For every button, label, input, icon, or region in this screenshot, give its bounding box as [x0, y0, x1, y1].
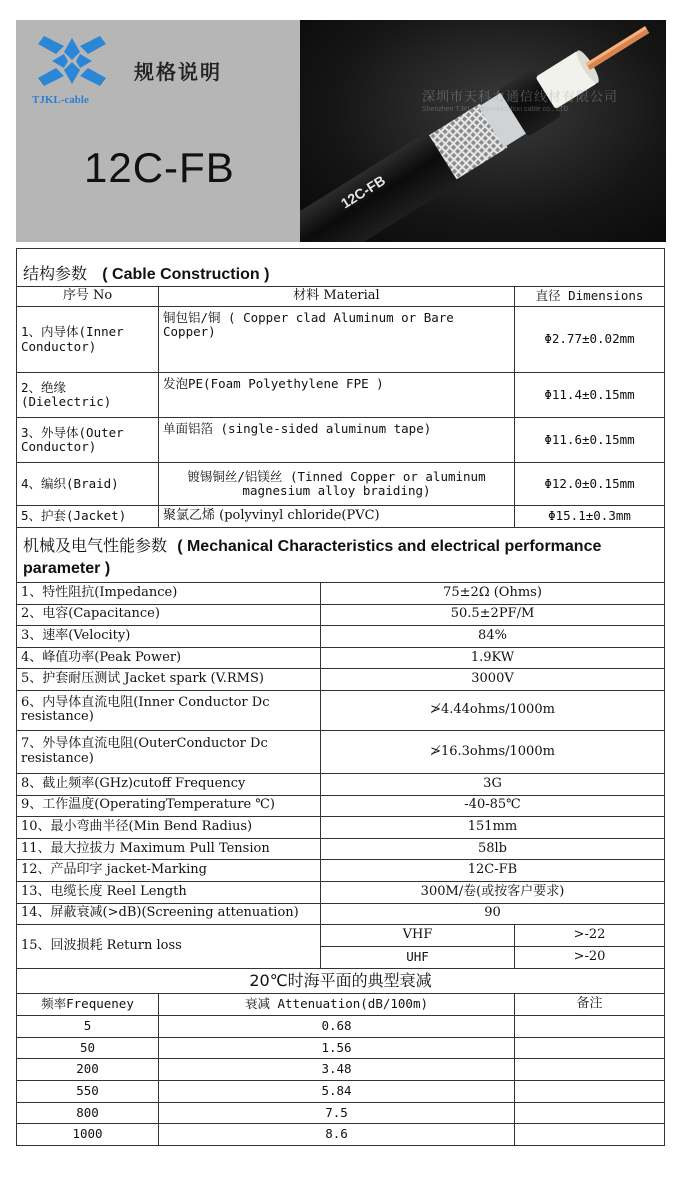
param-value: ≯4.44ohms/1000m — [321, 690, 665, 730]
construction-section-header — [17, 249, 665, 287]
construction-dim: Φ11.6±0.15mm — [515, 418, 665, 463]
construction-material: 聚氯乙烯 (polyvinyl chloride(PVC) — [159, 506, 515, 528]
param-name: 8、截止频率(GHz)cutoff Frequency — [17, 773, 321, 795]
logo-text: TJKL-cable — [32, 94, 89, 106]
table-row — [17, 373, 665, 418]
header-banner — [16, 20, 666, 242]
col-header-no: 序号 No — [17, 287, 159, 307]
table-row — [17, 860, 665, 882]
param-name: 12、产品印字 jacket-Marking — [17, 860, 321, 882]
table-row — [17, 730, 665, 773]
atten-cell: 0.68 — [159, 1016, 515, 1038]
param-value: 3000V — [321, 669, 665, 691]
atten-cell: 8.6 — [159, 1124, 515, 1146]
table-row — [17, 604, 665, 626]
table-row — [17, 1016, 665, 1038]
table-row — [17, 506, 665, 528]
construction-material: 发泡PE(Foam Polyethylene FPE ) — [159, 373, 515, 418]
construction-dim: Φ12.0±0.15mm — [515, 463, 665, 506]
table-row — [17, 1124, 665, 1146]
col-header-frequency: 频率Frequeney — [17, 994, 159, 1016]
table-row — [17, 690, 665, 730]
company-logo-icon — [34, 32, 110, 90]
table-row — [17, 1102, 665, 1124]
return-loss-row-vhf — [17, 925, 665, 947]
table-row — [17, 418, 665, 463]
param-name: 15、回波损耗 Return loss — [17, 925, 321, 969]
attenuation-title: 20℃时海平面的典型衰减 — [17, 969, 665, 994]
table-row — [17, 773, 665, 795]
table-row — [17, 307, 665, 373]
param-name: 13、电缆长度 Reel Length — [17, 881, 321, 903]
note-cell — [515, 1102, 665, 1124]
spec-table — [16, 248, 665, 1146]
mechanical-title-en: ( Mechanical Characteristics and electrical performance parameter ) — [23, 537, 602, 578]
table-row — [17, 838, 665, 860]
param-value: 3G — [321, 773, 665, 795]
table-row — [17, 583, 665, 605]
table-row — [17, 1059, 665, 1081]
note-cell — [515, 1037, 665, 1059]
company-watermark: 深圳市天科力通信线材有限公司 — [422, 90, 619, 105]
construction-dim: Φ15.1±0.3mm — [515, 506, 665, 528]
col-header-note: 备注 — [515, 994, 665, 1016]
param-name: 7、外导体直流电阻(OuterConductor Dc resistance) — [17, 730, 321, 773]
construction-no: 1、内导体(Inner Conductor) — [17, 307, 159, 373]
construction-material: 铜包铝/铜 ( Copper clad Aluminum or Bare Copper) — [159, 307, 515, 373]
table-row — [17, 1080, 665, 1102]
note-cell — [515, 1124, 665, 1146]
param-name: 2、电容(Capacitance) — [17, 604, 321, 626]
atten-cell: 1.56 — [159, 1037, 515, 1059]
construction-header-row — [17, 287, 665, 307]
construction-material: 单面铝箔 (single-sided aluminum tape) — [159, 418, 515, 463]
param-value: 151mm — [321, 817, 665, 839]
param-name: 10、最小弯曲半径(Min Bend Radius) — [17, 817, 321, 839]
table-row — [17, 647, 665, 669]
note-cell — [515, 1016, 665, 1038]
param-name: 11、最大拉拔力 Maximum Pull Tension — [17, 838, 321, 860]
col-header-attenuation: 衰减 Attenuation(dB/100m) — [159, 994, 515, 1016]
mechanical-title-zh: 机械及电气性能参数 — [23, 535, 168, 555]
col-header-material: 材料 Material — [159, 287, 515, 307]
param-name: 4、峰值功率(Peak Power) — [17, 647, 321, 669]
param-name: 5、护套耐压测试 Jacket spark (V.RMS) — [17, 669, 321, 691]
construction-no: 5、护套(Jacket) — [17, 506, 159, 528]
vhf-value: >-22 — [515, 925, 665, 947]
table-row — [17, 626, 665, 648]
mechanical-section-header — [17, 528, 665, 583]
atten-cell: 5.84 — [159, 1080, 515, 1102]
uhf-value: >-20 — [515, 947, 665, 969]
param-name: 6、内导体直流电阻(Inner Conductor Dc resistance) — [17, 690, 321, 730]
uhf-label: UHF — [321, 947, 515, 969]
cable-marking: 12C-FB — [337, 171, 389, 212]
table-row — [17, 903, 665, 925]
attenuation-header-row — [17, 994, 665, 1016]
param-value: 58lb — [321, 838, 665, 860]
col-header-dimensions: 直径 Dimensions — [515, 287, 665, 307]
note-cell — [515, 1080, 665, 1102]
coax-cable-illustration — [300, 20, 666, 242]
spec-title: 规格说明 — [134, 60, 222, 84]
param-value: 12C-FB — [321, 860, 665, 882]
construction-material: 镀锡铜丝/铝镁丝 (Tinned Copper or aluminum magnesium alloy braiding) — [159, 463, 515, 506]
table-row — [17, 1037, 665, 1059]
param-value: 300M/卷(或按客户要求) — [321, 881, 665, 903]
construction-no: 4、编织(Braid) — [17, 463, 159, 506]
param-name: 1、特性阻抗(Impedance) — [17, 583, 321, 605]
model-number: 12C-FB — [84, 144, 235, 191]
construction-dim: Φ11.4±0.15mm — [515, 373, 665, 418]
param-value: 50.5±2PF/M — [321, 604, 665, 626]
construction-no: 3、外导体(Outer Conductor) — [17, 418, 159, 463]
cable-photo — [300, 20, 666, 242]
construction-title-en: ( Cable Construction ) — [102, 265, 270, 283]
param-value: 1.9KW — [321, 647, 665, 669]
freq-cell: 1000 — [17, 1124, 159, 1146]
freq-cell: 550 — [17, 1080, 159, 1102]
param-value: 84% — [321, 626, 665, 648]
table-row — [17, 463, 665, 506]
freq-cell: 50 — [17, 1037, 159, 1059]
table-row — [17, 817, 665, 839]
table-row — [17, 669, 665, 691]
freq-cell: 5 — [17, 1016, 159, 1038]
param-name: 14、屏蔽衰减(>dB)(Screening attenuation) — [17, 903, 321, 925]
param-value: 90 — [321, 903, 665, 925]
construction-title-zh: 结构参数 — [23, 263, 88, 283]
attenuation-title-row — [17, 969, 665, 994]
freq-cell: 800 — [17, 1102, 159, 1124]
company-watermark-sub: Shenzhen TJKL Communication cable co., LTD — [422, 106, 569, 113]
atten-cell: 7.5 — [159, 1102, 515, 1124]
freq-cell: 200 — [17, 1059, 159, 1081]
param-value: -40-85℃ — [321, 795, 665, 817]
table-row — [17, 795, 665, 817]
atten-cell: 3.48 — [159, 1059, 515, 1081]
construction-dim: Φ2.77±0.02mm — [515, 307, 665, 373]
param-name: 9、工作温度(OperatingTemperature ℃) — [17, 795, 321, 817]
note-cell — [515, 1059, 665, 1081]
construction-no: 2、绝缘(Dielectric) — [17, 373, 159, 418]
table-row — [17, 881, 665, 903]
param-name: 3、速率(Velocity) — [17, 626, 321, 648]
vhf-label: VHF — [321, 925, 515, 947]
param-value: ≯16.3ohms/1000m — [321, 730, 665, 773]
param-value: 75±2Ω (Ohms) — [321, 583, 665, 605]
header-left-panel — [16, 20, 300, 242]
